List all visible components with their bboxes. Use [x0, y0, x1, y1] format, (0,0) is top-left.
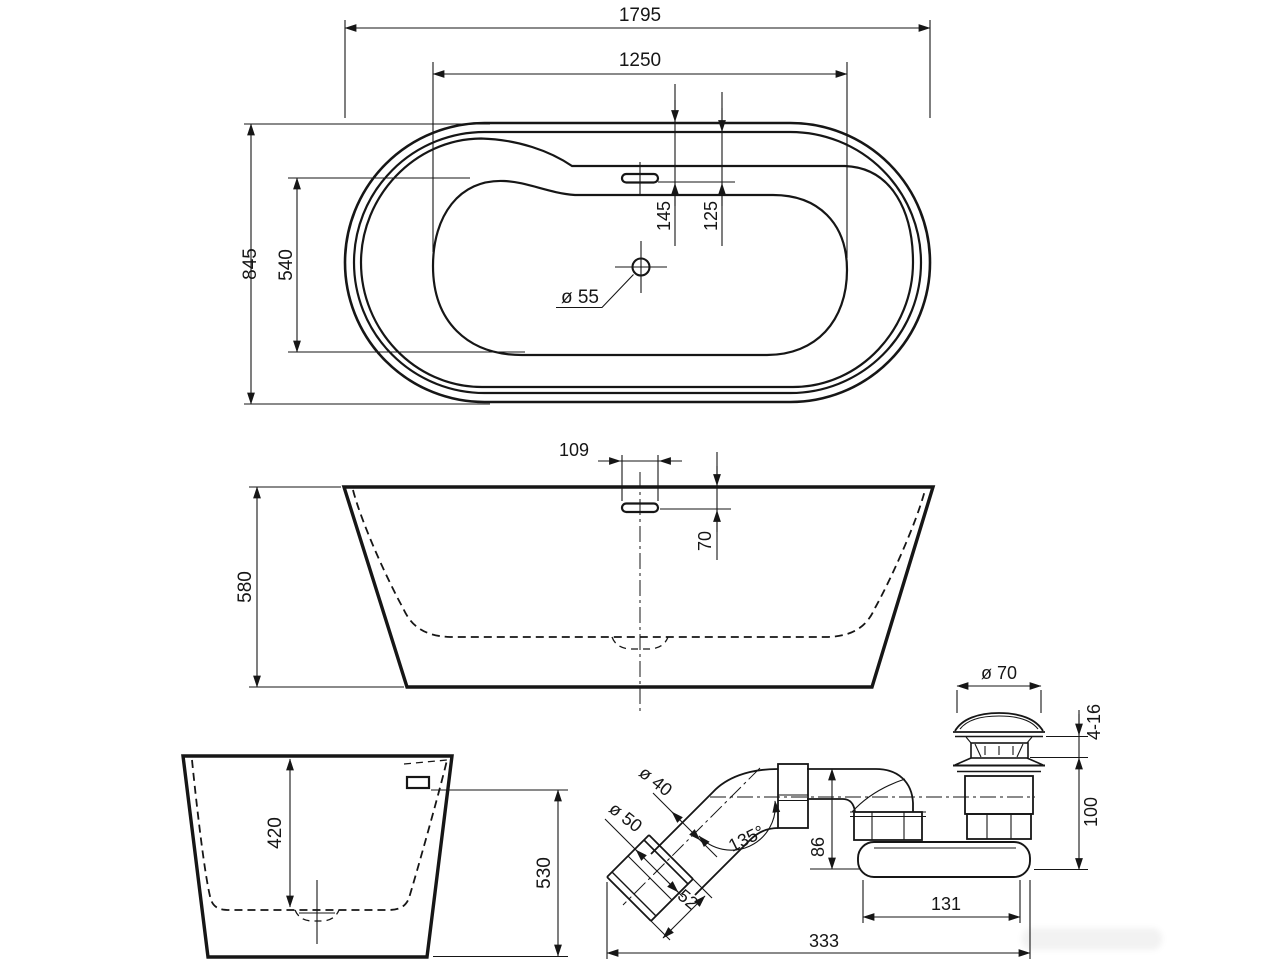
dim-inner-length: 1250	[618, 50, 662, 71]
tub-rim-deck-line	[361, 139, 913, 388]
siphon-trap	[850, 812, 1030, 877]
dim-trap-length: 131	[930, 894, 962, 914]
elbow-seam	[852, 779, 905, 812]
dim-overflow-slot-width: 109	[558, 440, 590, 460]
elbow-inner	[807, 799, 855, 812]
dim-drain-diameter: ø 55	[560, 287, 600, 308]
dim-pipe-diameter: ø 40	[635, 762, 677, 801]
dim-drain-height: 100	[1081, 796, 1101, 828]
dim-overflow-height: 530	[534, 857, 555, 889]
pop-up-drain	[953, 713, 1045, 839]
drain-nut	[967, 814, 1031, 839]
dim-mounting-range: 4-16	[1084, 703, 1104, 741]
end-rim-dash	[404, 760, 447, 764]
union-nut	[778, 764, 808, 828]
dim-inner-width: 540	[276, 249, 297, 281]
dim-elbow-angle: 135°	[725, 821, 768, 856]
dim-overall-drain-length: 333	[808, 931, 840, 951]
dim-overall-width: 845	[240, 248, 261, 280]
end-inner-profile	[192, 760, 447, 910]
dim-overflow-offset-outer: 145	[654, 200, 674, 232]
drain-assembly	[605, 663, 1104, 959]
dim-cuff-length: 52	[673, 885, 702, 914]
front-view-dimensions	[235, 440, 731, 687]
dim-cap-diameter: ø 70	[980, 663, 1018, 683]
dim-overflow-drop: 70	[695, 530, 715, 552]
trap-body	[858, 842, 1030, 877]
drain-body	[965, 776, 1033, 814]
dim-cuff-diameter: ø 50	[605, 798, 647, 837]
watermark	[1022, 928, 1162, 950]
tub-wall-line	[354, 132, 921, 393]
dim-overall-height: 580	[235, 571, 256, 603]
elbow-outer	[807, 769, 913, 812]
drain-flange-flare	[955, 758, 1043, 765]
dim-overall-length: 1795	[618, 5, 662, 26]
dim-inner-depth: 420	[265, 817, 286, 849]
top-view	[240, 5, 930, 404]
overflow-slot-end	[407, 777, 429, 788]
front-outline	[344, 487, 933, 687]
tub-inner-basin	[433, 181, 847, 355]
front-view	[235, 440, 933, 712]
dim-overflow-offset-inner: 125	[701, 200, 721, 232]
top-view-dimensions	[240, 5, 930, 404]
end-view	[183, 756, 568, 957]
dim-trap-drop: 86	[808, 836, 828, 858]
